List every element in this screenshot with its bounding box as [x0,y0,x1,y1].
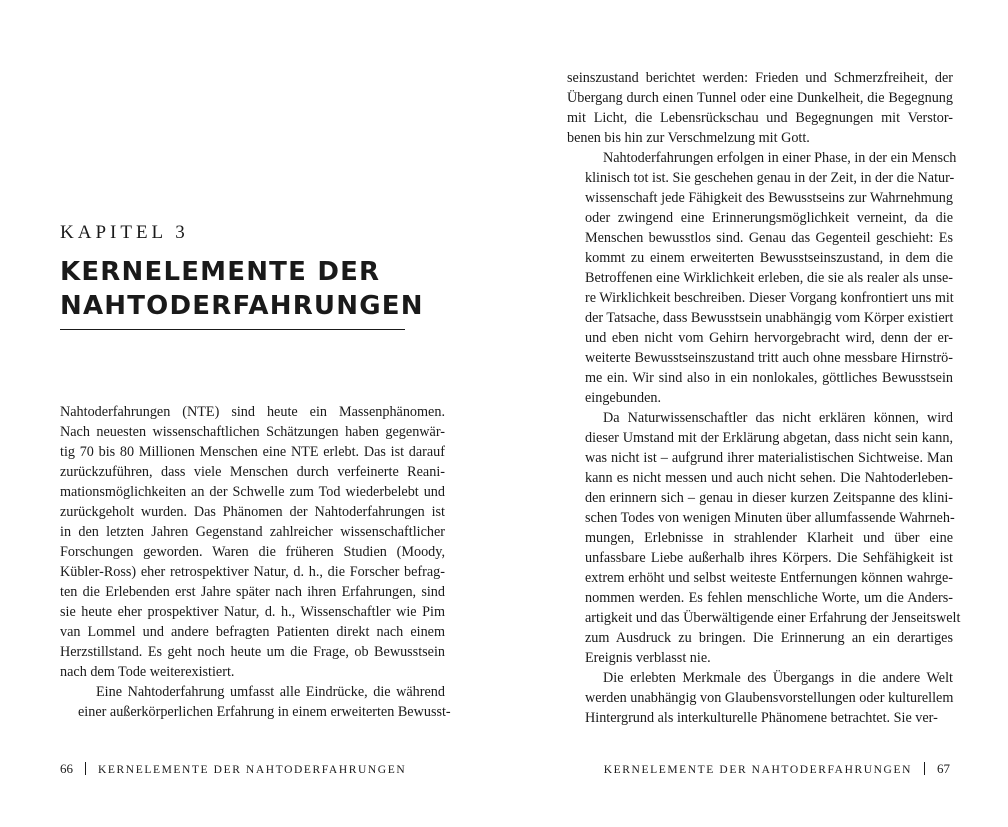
paragraph [60,402,445,682]
text-line: Da Naturwissenschaftler das nicht erklären können, wird [603,410,953,426]
text-line: sie heute eher prospektiver Natur, d. h., Wissenschaftler wie Pim [60,604,445,620]
text-line: mungen, Erlebnisse in strahlender Klarheit und über eine [585,530,953,546]
text-line: Nahtoderfahrungen (NTE) sind heute ein Massenphänomen. [60,404,445,420]
text-line: artigkeit und das Überwältigende einer Erfahrung der Jenseitswelt [585,610,961,626]
text-line: eingebunden. [585,390,662,406]
running-head: KERNELEMENTE DER NAHTODERFAHRUNGEN [603,764,912,776]
text-line: dieser Umstand mit der Erklärung abgetan, dass nicht sein kann, [585,430,953,446]
footer-separator [85,762,86,775]
text-line: einer außerkörperlichen Erfahrung in einem erweiterten Bewusst- [78,704,451,720]
text-line: unfassbare Liebe außerhalb ihres Körpers. Die Sehfähigkeit ist [585,550,953,566]
text-line: werden unabhängig von Glaubensvorstellungen oder kulturellem [585,690,954,706]
text-line: Forschungen geworden. Waren die früheren Studien (Moody, [60,544,445,560]
text-line: zurückgeholt wurden. Das Phänomen der Nahtoderfahrungen ist [60,504,445,520]
text-line: Übergang durch einen Tunnel oder eine Dunkelheit, die Begegnung [567,90,953,106]
text-line: Kübler-Ross) eher retrospektiver Natur, d. h., die Forscher befrag- [60,564,445,580]
text-line: Nahtoderfahrungen erfolgen in einer Phase, in der ein Mensch [603,150,957,166]
right-page [504,0,1008,827]
text-line: nommen werden. Es fehlen menschliche Worte, um die Anders- [585,590,953,606]
text-line: Die erlebten Merkmale des Übergangs in die andere Welt [603,670,953,686]
text-line: weiterte Bewusstseinszustand tritt auch ohne messbare Hirnströ- [585,350,953,366]
text-line: den erinnern sich – genau in dieser kurzen Zeitspanne des klini- [585,490,953,506]
text-line: Nach neuesten wissenschaftlichen Schätzungen haben gegenwär- [60,424,445,440]
text-line: benen bis hin zur Verschmelzung mit Gott. [567,130,810,146]
footer-left [60,761,406,777]
paragraph [60,682,451,722]
footer-separator [924,762,925,775]
text-line: nach dem Tode weiterexistiert. [60,664,235,680]
text-line: extrem erhöht und selbst weiteste Entfernungen können wahrge- [585,570,953,586]
chapter-label: KAPITEL 3 [60,222,189,243]
right-body-text [567,68,961,728]
text-line: ten die Erlebenden erst Jahre später nach ihren Erfahrungen, sind [60,584,445,600]
chapter-title-line: NAHTODERFAHRUNGEN [60,291,424,321]
left-body-text [60,402,451,722]
text-line: re Wirklichkeit beschreiben. Dieser Vorgang konfrontiert uns mit [585,290,954,306]
text-line: wissenschaft jede Fähigkeit des Bewusstseins zur Wahrnehmung [585,190,953,206]
paragraph [567,68,953,148]
text-line: mationsmöglichkeiten an der Schwelle zum Tod wiederbelebt und [60,484,445,500]
text-line: schen Todes von wenigen Minuten über allumfassende Wahrneh- [585,510,955,526]
text-line: Eine Nahtoderfahrung umfasst alle Eindrücke, die während [96,684,445,700]
text-line: seinszustand berichtet werden: Frieden und Schmerzfreiheit, der [567,70,953,86]
text-line: was nicht ist – aufgrund ihrer materialistischen Sichtweise. Man [585,450,953,466]
text-line: kann es nicht messen und auch nicht sehen. Die Nahtoderleben- [585,470,953,486]
text-line: zum Ausdruck zu bringen. Die Erinnerung an ein derartiges [585,630,953,646]
text-line: Hintergrund als interkulturelle Phänomene betrachtet. Sie ver- [585,710,938,726]
footer-right [604,761,950,777]
text-line: tig 70 bis 80 Millionen Menschen eine NTE erlebt. Das ist darauf [60,444,445,460]
chapter-title-line: KERNELEMENTE DER [60,257,381,287]
paragraph [567,408,961,668]
running-head: KERNELEMENTE DER NAHTODERFAHRUNGEN [98,764,407,776]
text-line: mit Licht, die Lebensrückschau und Begegnungen mit Verstor- [567,110,953,126]
text-line: der Tatsache, dass Bewusstsein unabhängig vom Körper existiert [585,310,954,326]
paragraph [567,668,953,728]
paragraph [567,148,957,408]
text-line: Menschen bewusstlos sind. Genau das Gegenteil geschieht: Es [585,230,953,246]
text-line: Herzstillstand. Es geht noch heute um die Frage, ob Bewusstsein [60,644,445,660]
text-line: kommt zu einem erweiterten Bewusstseinszustand, in dem die [585,250,953,266]
text-line: van Lommel und andere befragten Patienten direkt nach einem [60,624,445,640]
text-line: Ereignis verblasst nie. [585,650,711,666]
text-line: in den letzten Jahren Gegenstand zahlreicher wissenschaftlicher [60,524,445,540]
page-number: 67 [937,761,950,776]
text-line: klinisch tot ist. Sie geschehen genau in der Zeit, in der die Natur- [585,170,955,186]
text-line: Betroffenen eine Wirklichkeit erleben, die sie als realer als unse- [585,270,953,286]
text-line: oder zwingend eine Erinnerungsmöglichkeit verneint, da die [585,210,953,226]
chapter-title [60,255,424,330]
page-number: 66 [60,761,73,776]
text-line: zurückzuführen, dass viele Menschen durch verfeinerte Reani- [60,464,445,480]
text-line: und eben nicht vom Gehirn hervorgebracht wird, denn der er- [585,330,953,346]
text-line: me ein. Wir sind also in ein nonlokales, göttliches Bewusstsein [585,370,953,386]
